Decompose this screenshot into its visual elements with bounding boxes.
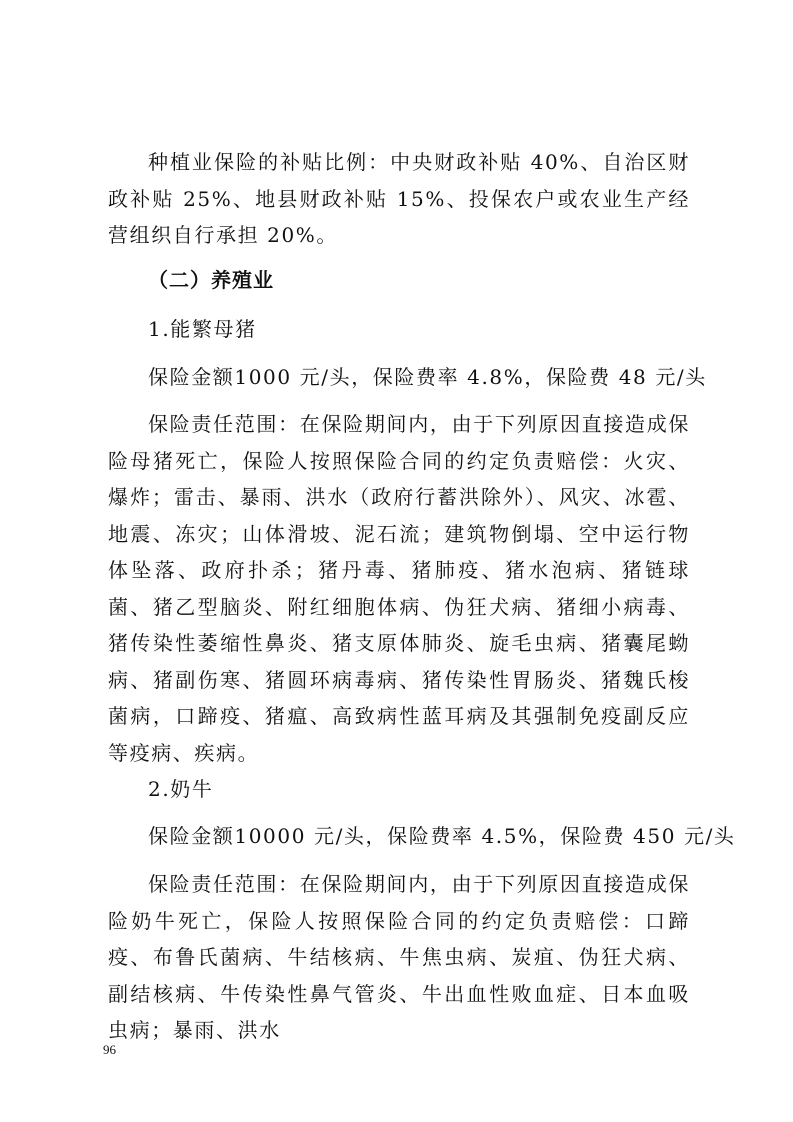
- section-heading: （二）养殖业: [148, 268, 274, 292]
- item2-scope-paragraph: 保险责任范围：在保险期间内，由于下列原因直接造成保险奶牛死亡，保险人按照保险合同的约定负责赔偿：口蹄疫、布鲁氏菌病、牛结核病、牛焦虫病、炭疽、伪狂犬病、副结核病、牛传染性鼻气管炎、牛出血性败血症、日本血吸虫病；暴雨、洪水: [108, 872, 690, 1042]
- item1-insurance-line: 保险金额1000 元/头，保险费率 4.8%，保险费 48 元/头: [148, 365, 707, 389]
- item1-title: 1.能繁母猪: [148, 317, 257, 341]
- item1-scope-paragraph: 保险责任范围：在保险期间内，由于下列原因直接造成保险母猪死亡，保险人按照保险合同的约定负责赔偿：火灾、爆炸；雷击、暴雨、洪水（政府行蓄洪除外）、风灾、冰雹、地震、冻灾；山体滑坡、泥石流；建筑物倒塌、空中运行物体坠落、政府扑杀；猪丹毒、猪肺疫、猪水泡病、猪链球菌、猪乙型脑炎、附红细胞体病、伪狂犬病、猪细小病毒、猪传染性萎缩性鼻炎、猪支原体肺炎、旋毛虫病、猪囊尾蚴病、猪副伤寒、猪圆环病毒病、猪传染性胃肠炎、猪魏氏梭菌病，口蹄疫、猪瘟、高致病性蓝耳病及其强制免疫副反应等疫病、疾病。: [108, 412, 690, 765]
- item2-title: 2.奶牛: [148, 777, 214, 801]
- planting-subsidy-paragraph: 种植业保险的补贴比例：中央财政补贴 40%、自治区财政补贴 25%、地县财政补贴 15%、投保农户或农业生产经营组织自行承担 20%。: [108, 150, 690, 247]
- page-number: 96: [103, 1042, 116, 1057]
- item2-insurance-line: 保险金额10000 元/头，保险费率 4.5%，保险费 450 元/头: [148, 824, 736, 848]
